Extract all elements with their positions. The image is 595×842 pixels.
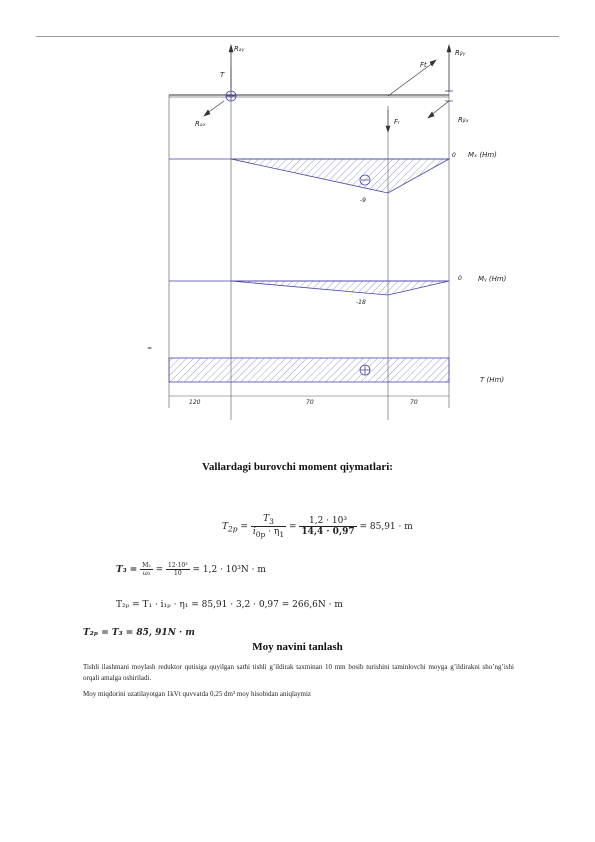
t-axis-label: T (Hm)	[480, 376, 505, 384]
paragraph-lubrication: Tishli ilashmani moylash reduktor qutisiga quyilgan sathi tishli g’ildirak taxminan 10 mm bosib turishini taminlovchi moyga g’ildirakni sho’ng’ishi orqali amalga oshiriladi.	[83, 663, 514, 682]
torque-shape	[169, 358, 449, 382]
dim-mid: 70	[306, 399, 314, 406]
my-zero: 0	[458, 275, 462, 282]
side-mark: ≈	[147, 345, 153, 352]
label-t: T	[220, 71, 225, 79]
section-heading-torque: Vallardagi burovchi moment qiymatlari:	[202, 461, 393, 473]
dim-right: 70	[410, 399, 418, 406]
label-rby: Rᵦᵧ	[455, 49, 466, 57]
section-heading-oil: Moy navini tanlash	[252, 641, 343, 653]
label-fr: Fᵣ	[394, 118, 400, 126]
torque-sign-icon	[360, 365, 370, 375]
my-axis-label: Mᵧ (Hm)	[478, 275, 507, 283]
formula-t2p-calc: T₂ₚ = T₁ · i₁ₚ · η₁ = 85,91 · 3,2 · 0,97 = 266,6N · m	[116, 600, 343, 610]
mx-value: -9	[360, 197, 366, 204]
my-value: -18	[356, 299, 366, 306]
mx-axis-label: Mₓ (Hm)	[468, 151, 497, 159]
label-ray: Rₐᵧ	[234, 45, 245, 53]
dim-left: 120	[189, 399, 201, 406]
label-rbx: Rᵦₓ	[458, 116, 469, 124]
bearing-a-icon	[226, 91, 236, 101]
paragraph-oil-amount: Moy miqdorini uzatilayotgan 1kVt quvvatda 0,25 dm³ moy hisobidan aniqlaymiz	[83, 690, 312, 698]
mx-moment-shape	[231, 159, 449, 193]
formula-t2p-result: T₂ₚ = T₃ = 85, 91N · m	[83, 628, 195, 638]
formula-t3: T₃ = $\frac{\text{M₂}}{\text{ω₃}}$ = $\frac{\text{12·10³}}{10}$ = 1,2 · 10³N · m	[116, 562, 266, 577]
label-rax: Rₐₓ	[195, 120, 206, 128]
mx-zero: 0	[452, 152, 456, 159]
label-ft: Ft	[420, 61, 427, 69]
my-moment-shape	[231, 281, 449, 295]
formula-t2p: $T_{2p}$ = $\frac{T_3}{i_{0p} \cdot \eta_1}$ = $\frac{\text{1,2 · 10³}}{14,4 \cdot 0,97}$ = 85,91 · m	[222, 514, 413, 539]
